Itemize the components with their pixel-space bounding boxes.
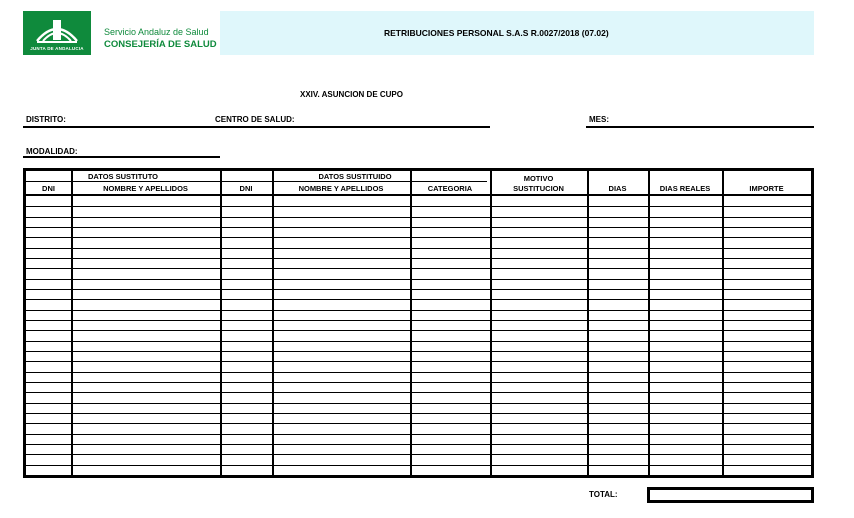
table-row-line <box>26 403 811 404</box>
table-row-line <box>26 444 811 445</box>
column-header-dias-reales: DIAS REALES <box>659 184 711 193</box>
table-row-line <box>26 320 811 321</box>
org-ministry-name: CONSEJERÍA DE SALUD <box>104 39 217 50</box>
table-row-line <box>26 465 811 466</box>
column-header-dni-sustituido: DNI <box>239 184 253 193</box>
group-header-sustituto: DATOS SUSTITUTO <box>87 172 158 181</box>
table-row-line <box>26 454 811 455</box>
table-row-line <box>26 299 811 300</box>
table-row-line <box>26 248 811 249</box>
modalidad-field-line[interactable] <box>23 156 220 158</box>
distrito-label: DISTRITO: <box>26 115 66 124</box>
table-row-line <box>26 217 811 218</box>
modalidad-label: MODALIDAD: <box>26 147 78 156</box>
table-row-line <box>26 382 811 383</box>
table-row-line <box>26 413 811 414</box>
table-row-line <box>26 279 811 280</box>
table-row-line <box>26 361 811 362</box>
centro-label: CENTRO DE SALUD: <box>215 115 295 124</box>
table-row-line <box>26 372 811 373</box>
mes-field-line[interactable] <box>586 126 814 128</box>
group-header-motivo: MOTIVO <box>523 174 554 183</box>
section-title: XXIV. ASUNCION DE CUPO <box>300 90 403 99</box>
column-header-nombre-sustituido: NOMBRE Y APELLIDOS <box>298 184 384 193</box>
column-header-importe: IMPORTE <box>749 184 784 193</box>
column-header-dni-sustituto: DNI <box>42 184 55 193</box>
total-label: TOTAL: <box>589 490 618 499</box>
column-header-categoria: CATEGORIA <box>427 184 473 193</box>
column-header-nombre-sustituto: NOMBRE Y APELLIDOS <box>103 184 188 193</box>
table-row-line <box>26 289 811 290</box>
mes-label: MES: <box>589 115 609 124</box>
distrito-centro-field-line[interactable] <box>23 126 490 128</box>
table-row-line <box>26 237 811 238</box>
logo-text: JUNTA DE ANDALUCIA <box>30 46 84 51</box>
total-value-box[interactable] <box>647 487 814 503</box>
table-row-line <box>26 341 811 342</box>
logo <box>23 11 91 55</box>
table-row-line <box>26 351 811 352</box>
table-row-line <box>26 268 811 269</box>
table-row-line <box>26 310 811 311</box>
table-row-line <box>26 392 811 393</box>
table-row-line <box>26 434 811 435</box>
data-table <box>23 168 814 478</box>
table-row-line <box>26 206 811 207</box>
table-row-line <box>26 227 811 228</box>
table-row-line <box>26 423 811 424</box>
table-row-line <box>26 330 811 331</box>
header-bottom-line <box>26 194 811 196</box>
column-header-dias: DIAS <box>608 184 627 193</box>
group-header-sustituido: DATOS SUSTITUIDO <box>318 172 392 181</box>
table-row-line <box>26 258 811 259</box>
org-service-name: Servicio Andaluz de Salud <box>104 27 209 37</box>
column-header-sustitucion: SUSTITUCION <box>513 184 564 193</box>
header-title: RETRIBUCIONES PERSONAL S.A.S R.0027/2018 (07.02) <box>384 28 609 38</box>
